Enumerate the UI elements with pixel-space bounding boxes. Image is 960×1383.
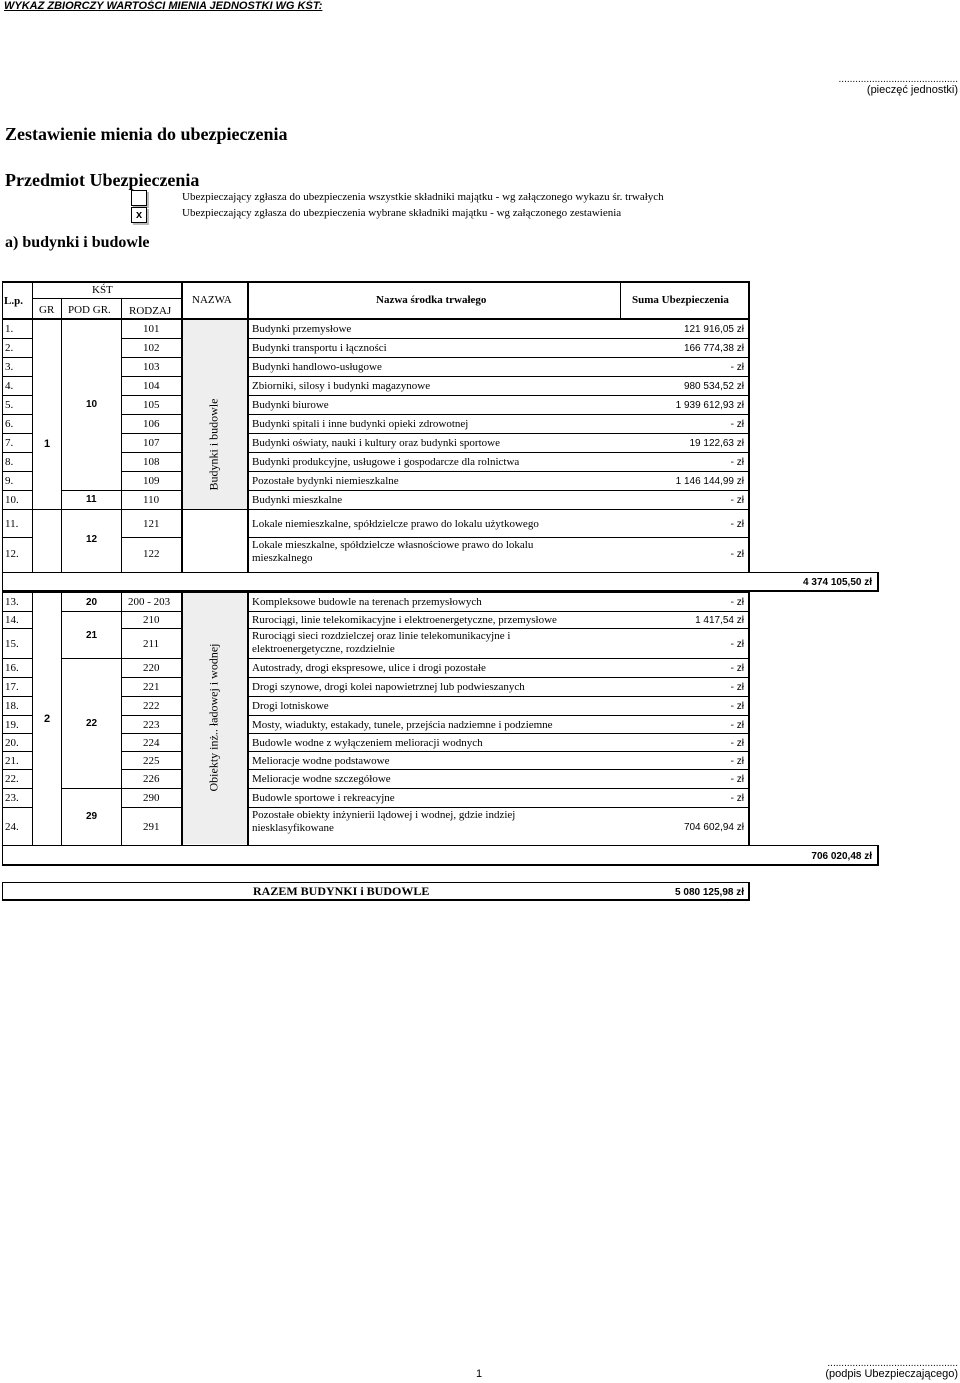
grid-line (248, 628, 749, 629)
grid-line (121, 696, 182, 697)
row-lp: 21. (5, 755, 19, 767)
row-rodzaj: 226 (143, 773, 160, 785)
row-name: Autostrady, drogi ekspresowe, ulice i drogi pozostałe (252, 662, 486, 674)
grid-line (2, 658, 32, 659)
row-lp: 1. (5, 323, 14, 335)
row-name: Budynki produkcyjne, usługowe i gospodarcze dla rolnictwa (252, 456, 520, 468)
row-name: Budynki transportu i łączności (252, 342, 387, 354)
group1-subtotal: 4 374 105,50 zł (803, 577, 872, 588)
grid-line (2, 677, 32, 678)
grid-line (181, 592, 183, 845)
group2-podgr-20: 20 (86, 597, 98, 608)
row-rodzaj: 106 (143, 418, 160, 430)
row-rodzaj: 110 (143, 494, 160, 506)
grid-line (121, 751, 182, 752)
row-lp: 11. (5, 518, 19, 530)
row-rodzaj: 104 (143, 380, 160, 392)
group1-gr: 1 (44, 438, 51, 450)
grid-line (181, 509, 183, 572)
row-value: - zł (730, 457, 744, 468)
grand-total-label: RAZEM BUDYNKI i BUDOWLE (253, 884, 430, 898)
row-name: Melioracje wodne podstawowe (252, 755, 390, 767)
grid-line (2, 490, 32, 491)
row-rodzaj: 121 (143, 518, 160, 530)
grid-line (121, 357, 182, 358)
grid-line (121, 715, 182, 716)
grid-line (2, 628, 32, 629)
row-name: Budynki biurowe (252, 399, 329, 411)
grid-line (121, 452, 182, 453)
grid-line (32, 592, 33, 845)
row-lp: 23. (5, 792, 19, 804)
row-name: Kompleksowe budowle na terenach przemysłowych (252, 596, 482, 608)
row-rodzaj: 220 (143, 662, 160, 674)
row-lp: 3. (5, 361, 14, 373)
grid-line (121, 471, 182, 472)
grid-line (2, 592, 749, 593)
row-name: Budynki spitali i inne budynki opieki zdrowotnej (252, 418, 469, 430)
grid-line (248, 471, 749, 472)
grid-line (248, 733, 749, 734)
row-rodzaj: 103 (143, 361, 160, 373)
row-value: 1 939 612,93 zł (675, 400, 744, 411)
grid-line (2, 807, 32, 808)
grid-line (121, 414, 182, 415)
grid-line (2, 471, 32, 472)
col-nazwa-srodka: Nazwa środka trwałego (376, 294, 487, 306)
grid-line (2, 433, 32, 434)
grid-line (61, 658, 122, 659)
row-value: 19 122,63 zł (689, 438, 744, 449)
grid-line (61, 611, 122, 612)
subject-title: Przedmiot Ubezpieczenia (5, 170, 200, 190)
col-nazwa: NAZWA (192, 294, 232, 306)
group1-podgr-12: 12 (86, 534, 98, 545)
grid-line (2, 338, 32, 339)
row-lp: 4. (5, 380, 14, 392)
grid-line (121, 611, 182, 612)
grid-line (121, 537, 182, 538)
row-rodzaj: 290 (143, 792, 160, 804)
grid-line (248, 395, 749, 396)
row-lp: 16. (5, 662, 19, 674)
group1-nazwa: Budynki i budowle (206, 398, 221, 491)
row-value: - zł (730, 639, 744, 650)
grid-line (248, 658, 749, 659)
grid-line (2, 788, 32, 789)
row-lp: 6. (5, 418, 14, 430)
signature-dots: ............................................... (827, 1358, 958, 1369)
row-lp: 5. (5, 399, 14, 411)
document-title: WYKAZ ZBIORCZY WARTOŚCI MIENIA JEDNOSTKI WG KŚT: (4, 0, 323, 12)
row-value: - zł (730, 519, 744, 530)
grid-line (248, 677, 749, 678)
row-value: - zł (730, 549, 744, 560)
grid-line (248, 769, 749, 770)
grid-line (247, 592, 249, 845)
grid-line (61, 788, 122, 789)
grid-line (2, 414, 32, 415)
grid-line (121, 490, 182, 491)
group2-podgr-22: 22 (86, 718, 98, 729)
option1-label: Ubezpieczający zgłasza do ubezpieczenia wszystkie składniki majątku - wg załączonego wykazu śr. trwałych (182, 191, 664, 203)
option2-checkbox[interactable]: x (131, 207, 147, 223)
grid-line (248, 696, 749, 697)
row-value: - zł (730, 362, 744, 373)
grid-line (248, 788, 749, 789)
grid-line (121, 433, 182, 434)
row-value: 980 534,52 zł (683, 381, 744, 392)
row-value: - zł (730, 682, 744, 693)
row-name: Budynki przemysłowe (252, 323, 352, 335)
grid-line (2, 715, 32, 716)
row-rodzaj: 122 (143, 548, 160, 560)
grid-line (121, 592, 122, 845)
row-value: - zł (730, 738, 744, 749)
row-lp: 9. (5, 475, 14, 487)
row-lp: 13. (5, 596, 19, 608)
row-rodzaj: 102 (143, 342, 160, 354)
signature-label: (podpis Ubezpieczającego) (825, 1368, 958, 1380)
grid-line (248, 751, 749, 752)
grid-line (248, 537, 749, 538)
grid-line (121, 395, 182, 396)
grid-line (248, 433, 749, 434)
grid-line (2, 611, 32, 612)
grid-line (248, 452, 749, 453)
row-value: - zł (730, 495, 744, 506)
row-value: 704 602,94 zł (683, 822, 744, 833)
section-a-title: a) budynki i budowle (5, 234, 150, 251)
grid-line (247, 509, 249, 572)
row-value: - zł (730, 793, 744, 804)
row-lp: 8. (5, 456, 14, 468)
stamp-dots: ........................................... (838, 74, 958, 85)
grid-line (121, 807, 182, 808)
row-name: Lokale niemieszkalne, spółdzielcze prawo do lokalu użytkowego (252, 518, 539, 530)
col-podgr: POD GR. (68, 304, 111, 316)
row-rodzaj: 108 (143, 456, 160, 468)
row-lp: 12. (5, 548, 19, 560)
grid-line (248, 715, 749, 716)
page-heading: Zestawienie mienia do ubezpieczenia (5, 124, 288, 144)
row-rodzaj: 211 (143, 638, 160, 650)
row-lp: 7. (5, 437, 14, 449)
row-name: Pozostałe obiekty inżynierii lądowej i wodnej, gdzie indziej niesklasyfikowane (252, 809, 516, 834)
grid-line (2, 376, 32, 377)
grid-line (248, 611, 749, 612)
group2-nazwa: Obiekty inż.. ładowej i wodnej (206, 643, 221, 792)
row-name: Budynki mieszkalne (252, 494, 343, 506)
col-rodzaj: RODZAJ (129, 305, 172, 317)
row-name: Budynki oświaty, nauki i kultury oraz budynki sportowe (252, 437, 500, 449)
grid-line (248, 490, 749, 491)
row-value: - zł (730, 419, 744, 430)
row-value: 1 146 144,99 zł (675, 476, 744, 487)
row-value: 1 417,54 zł (695, 615, 744, 626)
grid-line (121, 733, 182, 734)
row-lp: 24. (5, 821, 19, 833)
row-rodzaj: 200 - 203 (128, 596, 171, 608)
grid-line (121, 628, 182, 629)
grid-line (121, 376, 182, 377)
row-rodzaj: 224 (143, 737, 160, 749)
row-name: Budowle wodne z wyłączeniem melioracji wodnych (252, 737, 483, 749)
group2-podgr-21: 21 (86, 630, 98, 641)
col-lp: L.p. (4, 295, 23, 307)
row-rodzaj: 101 (143, 323, 160, 335)
row-value: - zł (730, 701, 744, 712)
row-name: Zbiorniki, silosy i budynki magazynowe (252, 380, 431, 392)
row-lp: 19. (5, 719, 19, 731)
grid-line (2, 733, 32, 734)
group2-subtotal: 706 020,48 zł (811, 851, 872, 862)
grid-line (748, 592, 750, 845)
row-lp: 18. (5, 700, 19, 712)
grand-total-value: 5 080 125,98 zł (675, 887, 744, 898)
row-value: - zł (730, 756, 744, 767)
grid-line (121, 658, 182, 659)
row-lp: 22. (5, 773, 19, 785)
row-name: Drogi szynowe, drogi kolei napowietrznej lub podwieszanych (252, 681, 525, 693)
row-name: Budowle sportowe i rekreacyjne (252, 792, 395, 804)
row-rodzaj: 105 (143, 399, 160, 411)
grid-line (32, 509, 33, 572)
grid-line (248, 807, 749, 808)
row-name: Rurociągi, linie telekomikacyjne i elektroenergetyczne, przemysłowe (252, 614, 557, 626)
col-gr: GR (39, 304, 55, 316)
group1-podgr-10: 10 (86, 399, 98, 410)
grid-line (248, 414, 749, 415)
grid-line (248, 338, 749, 339)
row-name: Budynki handlowo-usługowe (252, 361, 382, 373)
stamp-label: (pieczęć jednostki) (866, 84, 958, 96)
page-number: 1 (476, 1368, 483, 1380)
row-name: Melioracje wodne szczegółowe (252, 773, 391, 785)
grid-line (2, 769, 32, 770)
grid-line (2, 696, 32, 697)
grid-line (248, 357, 749, 358)
grid-line (121, 509, 122, 572)
row-rodzaj: 107 (143, 437, 160, 449)
row-lp: 15. (5, 638, 19, 650)
grid-line (121, 769, 182, 770)
row-rodzaj: 225 (143, 755, 160, 767)
row-rodzaj: 210 (143, 614, 160, 626)
grid-line (748, 509, 750, 572)
row-value: 121 916,05 zł (683, 324, 744, 335)
row-rodzaj: 222 (143, 700, 160, 712)
row-rodzaj: 109 (143, 475, 160, 487)
row-name: Pozostałe bydynki niemieszkalne (252, 475, 399, 487)
grid-line (121, 788, 182, 789)
group2-podgr-29: 29 (86, 811, 98, 822)
grid-line (2, 751, 32, 752)
grid-line (121, 677, 182, 678)
row-value: 166 774,38 zł (683, 343, 744, 354)
row-name: Rurociągi sieci rozdzielczej oraz linie telekomunikacyjne i elektroenergetyczne, rozdzielnie (252, 630, 511, 655)
grid-line (2, 537, 32, 538)
row-lp: 17. (5, 681, 19, 693)
row-value: - zł (730, 663, 744, 674)
grid-line (61, 592, 62, 845)
group2-gr: 2 (44, 713, 51, 725)
row-rodzaj: 291 (143, 821, 160, 833)
grid-line (2, 509, 749, 510)
grid-line (2, 395, 32, 396)
row-name: Lokale mieszkalne, spółdzielcze własnościowe prawo do lokalu mieszkalnego (252, 539, 534, 564)
grid-line (2, 452, 32, 453)
row-rodzaj: 221 (143, 681, 160, 693)
grid-line (61, 509, 62, 572)
row-value: - zł (730, 774, 744, 785)
grid-line (2, 357, 32, 358)
row-lp: 2. (5, 342, 14, 354)
row-value: - zł (730, 720, 744, 731)
grid-line (248, 376, 749, 377)
row-rodzaj: 223 (143, 719, 160, 731)
grid-line (2, 592, 3, 845)
row-name: Drogi lotniskowe (252, 700, 329, 712)
col-suma: Suma Ubezpieczenia (632, 294, 729, 306)
grid-line (121, 338, 182, 339)
group1-podgr-11: 11 (86, 494, 97, 505)
row-lp: 20. (5, 737, 19, 749)
col-kst: KŚT (92, 284, 113, 296)
row-lp: 14. (5, 614, 19, 626)
grid-line (61, 490, 122, 491)
row-name: Mosty, wiadukty, estakady, tunele, przejścia nadziemne i podziemne (252, 719, 553, 731)
option2-label: Ubezpieczający zgłasza do ubezpieczenia wybrane składniki majątku - wg załączonego zestawienia (182, 207, 622, 219)
row-value: - zł (730, 597, 744, 608)
grid-line (2, 509, 3, 572)
row-lp: 10. (5, 494, 19, 506)
